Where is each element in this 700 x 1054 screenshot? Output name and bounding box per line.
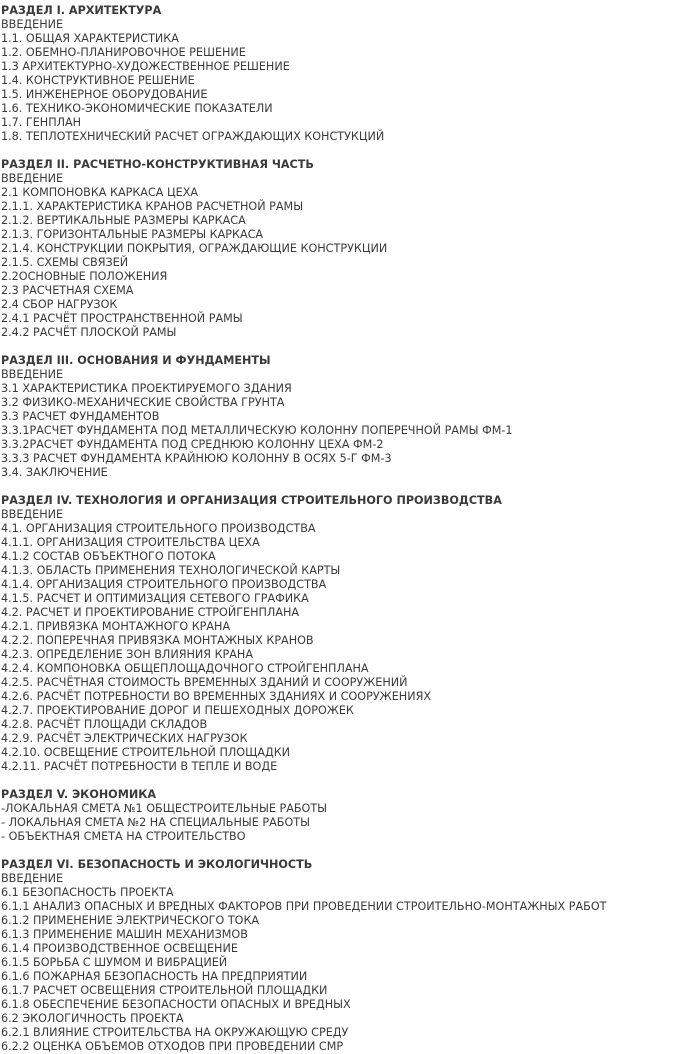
toc-item: 3.2 ФИЗИКО-МЕХАНИЧЕСКИЕ СВОЙСТВА ГРУНТА [1, 396, 285, 409]
toc-item: 1.3 АРХИТЕКТУРНО-ХУДОЖЕСТВЕННОЕ РЕШЕНИЕ [1, 60, 290, 73]
toc-item: 6.1 БЕЗОПАСНОСТЬ ПРОЕКТА [1, 886, 174, 899]
toc-item: 4.2.11. РАСЧЁТ ПОТРЕБНОСТИ В ТЕПЛЕ И ВОДЕ [1, 760, 278, 773]
toc-item: 2.1 КОМПОНОВКА КАРКАСА ЦЕХА [1, 186, 199, 199]
toc-item: 6.1.1 АНАЛИЗ ОПАСНЫХ И ВРЕДНЫХ ФАКТОРОВ ПРИ ПРОВЕДЕНИИ СТРОИТЕЛЬНО-МОНТАЖНЫХ РАБОТ [1, 900, 607, 913]
toc-item: 1.7. ГЕНПЛАН [1, 116, 82, 129]
toc-item: 6.1.8 ОБЕСПЕЧЕНИЕ БЕЗОПАСНОСТИ ОПАСНЫХ И ВРЕДНЫХ [1, 998, 351, 1011]
toc-item: ВВЕДЕНИЕ [1, 368, 64, 381]
toc-item: 6.2.2 ОЦЕНКА ОБЪЕМОВ ОТХОДОВ ПРИ ПРОВЕДЕНИИ СМР [1, 1040, 344, 1053]
toc-item: 3.3.1РАСЧЕТ ФУНДАМЕНТА ПОД МЕТАЛЛИЧЕСКУЮ КОЛОННУ ПОПЕРЕЧНОЙ РАМЫ ФМ-1 [1, 424, 513, 437]
toc-item: ВВЕДЕНИЕ [1, 872, 64, 885]
section-heading: РАЗДЕЛ V. ЭКОНОМИКА [1, 788, 156, 801]
toc-item: 4.1. ОРГАНИЗАЦИЯ СТРОИТЕЛЬНОГО ПРОИЗВОДСТВА [1, 522, 316, 535]
section-heading: РАЗДЕЛ I. АРХИТЕКТУРА [1, 4, 162, 17]
toc-item: 2.4 СБОР НАГРУЗОК [1, 298, 118, 311]
toc-item: 4.2.2. ПОПЕРЕЧНАЯ ПРИВЯЗКА МОНТАЖНЫХ КРАНОВ [1, 634, 314, 647]
section-heading: РАЗДЕЛ III. ОСНОВАНИЯ И ФУНДАМЕНТЫ [1, 354, 271, 367]
toc-section [1, 858, 700, 1054]
toc-item: 3.3 РАСЧЕТ ФУНДАМЕНТОВ [1, 410, 160, 423]
toc-section [1, 158, 700, 340]
toc-item: 1.2. ОБЕМНО-ПЛАНИРОВОЧНОЕ РЕШЕНИЕ [1, 46, 246, 59]
toc-item: 4.2.9. РАСЧЁТ ЭЛЕКТРИЧЕСКИХ НАГРУЗОК [1, 732, 248, 745]
toc-section [1, 354, 700, 480]
toc-section [1, 4, 700, 144]
toc-item: 3.1 ХАРАКТЕРИСТИКА ПРОЕКТИРУЕМОГО ЗДАНИЯ [1, 382, 292, 395]
toc-item: 4.2.10. ОСВЕЩЕНИЕ СТРОИТЕЛЬНОЙ ПЛОЩАДКИ [1, 746, 291, 759]
toc-item: 2.2ОСНОВНЫЕ ПОЛОЖЕНИЯ [1, 270, 168, 283]
toc-item: 3.3.2РАСЧЕТ ФУНДАМЕНТА ПОД СРЕДНЮЮ КОЛОННУ ЦЕХА ФМ-2 [1, 438, 384, 451]
toc-item: 4.2. РАСЧЕТ И ПРОЕКТИРОВАНИЕ СТРОЙГЕНПЛАНА [1, 606, 300, 619]
toc-item: 6.1.5 БОРЬБА С ШУМОМ И ВИБРАЦИЕЙ [1, 956, 228, 969]
toc-item: 3.4. ЗАКЛЮЧЕНИЕ [1, 466, 108, 479]
toc-item: 1.1. ОБЩАЯ ХАРАКТЕРИСТИКА [1, 32, 179, 45]
toc-item: 1.8. ТЕПЛОТЕХНИЧЕСКИЙ РАСЧЕТ ОГРАЖДАЮЩИХ КОНСТУКЦИЙ [1, 130, 385, 143]
toc-item: 1.5. ИНЖЕНЕРНОЕ ОБОРУДОВАНИЕ [1, 88, 208, 101]
toc-item: 2.1.5. СХЕМЫ СВЯЗЕЙ [1, 256, 129, 269]
toc-item: 2.3 РАСЧЕТНАЯ СХЕМА [1, 284, 134, 297]
toc-item: 4.2.1. ПРИВЯЗКА МОНТАЖНОГО КРАНА [1, 620, 231, 633]
toc-item: 6.1.6 ПОЖАРНАЯ БЕЗОПАСНОСТЬ НА ПРЕДПРИЯТИИ [1, 970, 308, 983]
toc-item: -ЛОКАЛЬНАЯ СМЕТА №1 ОБЩЕСТРОИТЕЛЬНЫЕ РАБОТЫ [1, 802, 328, 815]
section-heading: РАЗДЕЛ VI. БЕЗОПАСНОСТЬ И ЭКОЛОГИЧНОСТЬ [1, 858, 313, 871]
toc-item: 4.2.3. ОПРЕДЕЛЕНИЕ ЗОН ВЛИЯНИЯ КРАНА [1, 648, 254, 661]
toc-item: 4.1.4. ОРГАНИЗАЦИЯ СТРОИТЕЛЬНОГО ПРОИЗВОДСТВА [1, 578, 327, 591]
toc-item: 3.3.3 РАСЧЕТ ФУНДАМЕНТА КРАЙНЮЮ КОЛОННУ В ОСЯХ 5-Г ФМ-3 [1, 452, 392, 465]
toc-item: ВВЕДЕНИЕ [1, 508, 64, 521]
toc-item: 2.1.1. ХАРАКТЕРИСТИКА КРАНОВ РАСЧЕТНОЙ РАМЫ [1, 200, 304, 213]
toc-item: 2.4.2 РАСЧЁТ ПЛОСКОЙ РАМЫ [1, 326, 177, 339]
toc-item: 6.1.2 ПРИМЕНЕНИЕ ЭЛЕКТРИЧЕСКОГО ТОКА [1, 914, 260, 927]
toc-item: 4.2.4. КОМПОНОВКА ОБЩЕПЛОЩАДОЧНОГО СТРОЙГЕНПЛАНА [1, 662, 369, 675]
toc-item: ВВЕДЕНИЕ [1, 18, 64, 31]
toc-item: 6.1.4 ПРОИЗВОДСТВЕННОЕ ОСВЕЩЕНИЕ [1, 942, 238, 955]
toc-item: 4.1.1. ОРГАНИЗАЦИЯ СТРОИТЕЛЬСТВА ЦЕХА [1, 536, 260, 549]
toc-item: 2.4.1 РАСЧЁТ ПРОСТРАНСТВЕННОЙ РАМЫ [1, 312, 243, 325]
toc-item: 6.2 ЭКОЛОГИЧНОСТЬ ПРОЕКТА [1, 1012, 184, 1025]
toc-item: 2.1.4. КОНСТРУКЦИИ ПОКРЫТИЯ, ОГРАЖДАЮЩИЕ КОНСТРУКЦИИ [1, 242, 388, 255]
section-heading: РАЗДЕЛ II. РАСЧЕТНО-КОНСТРУКТИВНАЯ ЧАСТЬ [1, 158, 314, 171]
toc-item: 6.1.7 РАСЧЕТ ОСВЕЩЕНИЯ СТРОИТЕЛЬНОЙ ПЛОЩАДКИ [1, 984, 328, 997]
section-heading: РАЗДЕЛ IV. ТЕХНОЛОГИЯ И ОРГАНИЗАЦИЯ СТРОИТЕЛЬНОГО ПРОИЗВОДСТВА [1, 494, 502, 507]
toc-item: ВВЕДЕНИЕ [1, 172, 64, 185]
toc-item: 2.1.3. ГОРИЗОНТАЛЬНЫЕ РАЗМЕРЫ КАРКАСА [1, 228, 264, 241]
toc-item: 4.1.3. ОБЛАСТЬ ПРИМЕНЕНИЯ ТЕХНОЛОГИЧЕСКОЙ КАРТЫ [1, 564, 341, 577]
toc-section [1, 494, 700, 774]
toc-item: 6.1.3 ПРИМЕНЕНИЕ МАШИН МЕХАНИЗМОВ [1, 928, 248, 941]
toc-item: 1.4. КОНСТРУКТИВНОЕ РЕШЕНИЕ [1, 74, 195, 87]
toc-item: 4.2.5. РАСЧЁТНАЯ СТОИМОСТЬ ВРЕМЕННЫХ ЗДАНИЙ И СООРУЖЕНИЙ [1, 676, 408, 689]
toc-item: 4.2.6. РАСЧЁТ ПОТРЕБНОСТИ ВО ВРЕМЕННЫХ ЗДАНИЯХ И СООРУЖЕНИЯХ [1, 690, 432, 703]
toc-item: 4.2.8. РАСЧЁТ ПЛОЩАДИ СКЛАДОВ [1, 718, 208, 731]
toc-item: 1.6. ТЕХНИКО-ЭКОНОМИЧЕСКИЕ ПОКАЗАТЕЛИ [1, 102, 273, 115]
toc-item: 6.2.1 ВЛИЯНИЕ СТРОИТЕЛЬСТВА НА ОКРУЖАЮЩУЮ СРЕДУ [1, 1026, 349, 1039]
toc-item: 4.1.2 СОСТАВ ОБЪЕКТНОГО ПОТОКА [1, 550, 216, 563]
toc-item: 2.1.2. ВЕРТИКАЛЬНЫЕ РАЗМЕРЫ КАРКАСА [1, 214, 246, 227]
toc-item: - ОБЪЕКТНАЯ СМЕТА НА СТРОИТЕЛЬСТВО [1, 830, 246, 843]
toc-section [1, 788, 700, 844]
toc-item: - ЛОКАЛЬНАЯ СМЕТА №2 НА СПЕЦИАЛЬНЫЕ РАБОТЫ [1, 816, 310, 829]
toc-item: 4.2.7. ПРОЕКТИРОВАНИЕ ДОРОГ И ПЕШЕХОДНЫХ ДОРОЖЕК [1, 704, 354, 717]
toc-item: 4.1.5. РАСЧЕТ И ОПТИМИЗАЦИЯ СЕТЕВОГО ГРАФИКА [1, 592, 309, 605]
